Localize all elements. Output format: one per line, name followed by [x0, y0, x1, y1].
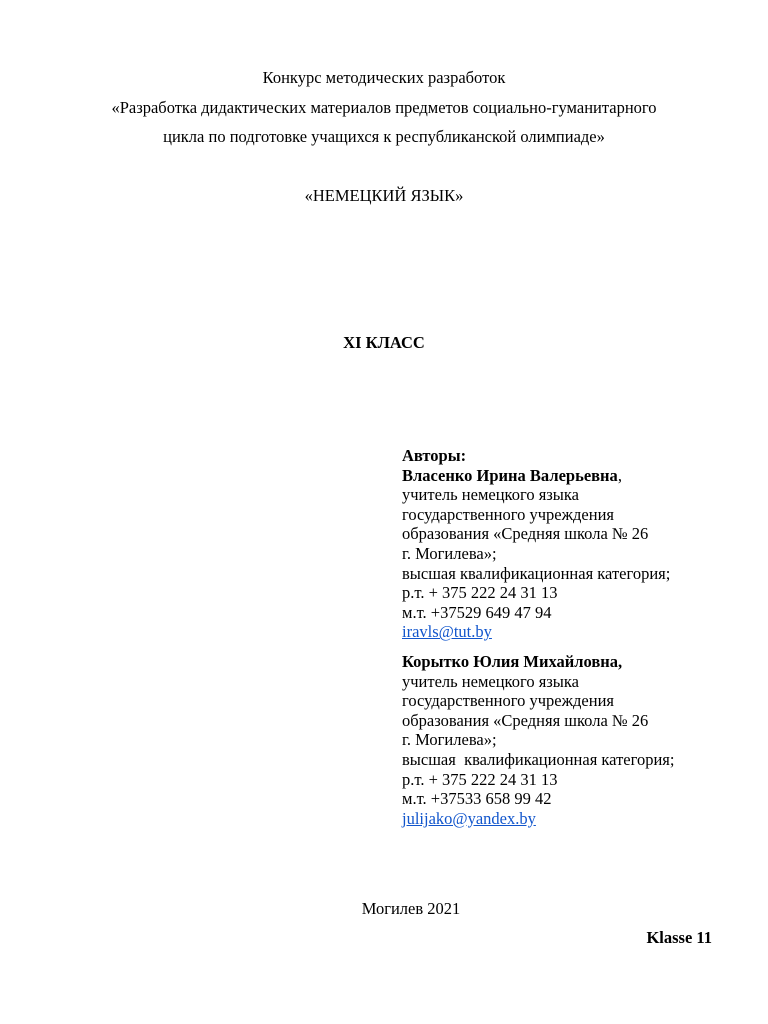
- author-entry: [402, 652, 742, 828]
- author-institution-2: образования «Средняя школа № 26: [402, 524, 649, 544]
- author-institution-1: государственного учреждения: [402, 504, 614, 524]
- author-work-phone: р.т. + 375 222 24 31 13: [402, 769, 558, 789]
- author-institution-2: образования «Средняя школа № 26: [402, 710, 649, 730]
- author-mobile-phone: м.т. +37533 658 99 42: [402, 789, 552, 809]
- author-city: г. Могилева»;: [402, 543, 497, 563]
- author-mobile-phone: м.т. +37529 649 47 94: [402, 602, 552, 622]
- subject-title: «НЕМЕЦКИЙ ЯЗЫК»: [304, 186, 464, 205]
- footer-city-year: Могилев 2021: [361, 899, 461, 918]
- author-name-suffix: ,: [617, 465, 622, 485]
- author-institution-1: государственного учреждения: [402, 691, 614, 711]
- author-work-phone: р.т. + 375 222 24 31 13: [402, 583, 558, 603]
- authors-block: [402, 446, 742, 828]
- author-position: учитель немецкого языка: [402, 485, 579, 505]
- author-position: учитель немецкого языка: [402, 671, 579, 691]
- author-name: Корытко Юлия Михайловна,: [402, 651, 623, 671]
- contest-title: Конкурс методических разработок: [262, 68, 506, 87]
- author-email-link[interactable]: julijako@yandex.by: [402, 808, 536, 828]
- author-category: высшая квалификационная категория;: [402, 563, 671, 583]
- author-name: Власенко Ирина Валерьевна: [402, 465, 618, 485]
- authors-heading: Авторы:: [402, 446, 467, 465]
- author-entry: [402, 466, 742, 642]
- contest-subtitle-line-2: цикла по подготовке учащихся к республиканской олимпиаде»: [163, 127, 605, 146]
- author-category: высшая квалификационная категория;: [402, 749, 675, 769]
- author-city: г. Могилева»;: [402, 730, 497, 750]
- author-spacer: [402, 642, 742, 652]
- footer-klasse: Klasse 11: [646, 928, 712, 947]
- author-email-link[interactable]: iravls@tut.by: [402, 622, 492, 642]
- contest-subtitle-line-1: «Разработка дидактических материалов предметов социально-гуманитарного: [111, 98, 657, 117]
- grade-title: XI КЛАСС: [343, 333, 425, 352]
